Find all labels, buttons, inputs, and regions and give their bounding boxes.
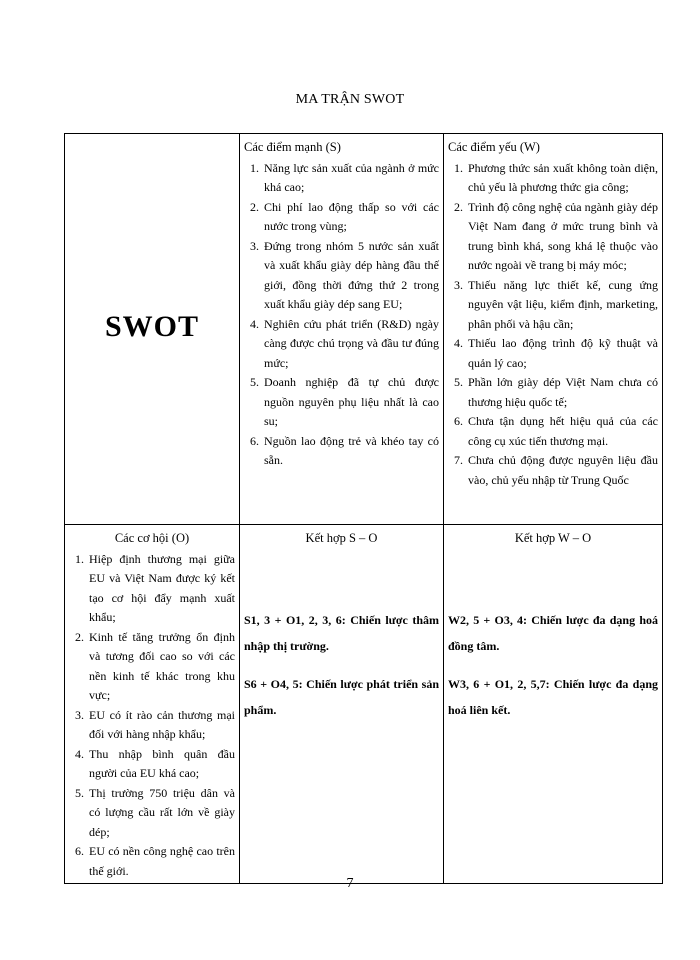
list-item: 2. Kinh tế tăng trưởng ổn định và tương đối cao so với các nền kinh tế khác trong khu vực; bbox=[87, 628, 235, 706]
strengths-heading: Các điểm mạnh (S) bbox=[244, 140, 341, 154]
list-item: 5. Doanh nghiệp đã tự chủ được nguồn nguyên phụ liệu nhất là cao su; bbox=[262, 373, 439, 432]
wo-heading: Kết hợp W – O bbox=[514, 531, 592, 545]
so-strategy-item: S6 + O4, 5: Chiến lược phát triển sản phẩm. bbox=[244, 676, 439, 717]
list-item: 4. Thu nhập bình quân đầu người của EU khá cao; bbox=[87, 745, 235, 784]
list-item: 5. Phần lớn giày dép Việt Nam chưa có thương hiệu quốc tế; bbox=[466, 373, 658, 412]
list-item: 2. Trình độ công nghệ của ngành giày dép Việt Nam đang ở mức trung bình và trung bình khá, song khá lệ thuộc vào nước ngoài về trang bị máy móc; bbox=[466, 198, 658, 276]
wo-strategy-item: W3, 6 + O1, 2, 5,7: Chiến lược đa dạng hoá liên kết. bbox=[448, 676, 658, 717]
opportunities-cell bbox=[65, 525, 240, 884]
strengths-cell bbox=[240, 134, 444, 525]
list-item: 3. Đứng trong nhóm 5 nước sản xuất và xuất khẩu giày dép hàng đầu thế giới, đồng thời đứng thứ 2 trong xuất khẩu giày dép sang EU; bbox=[262, 237, 439, 315]
list-item: 6. EU có nền công nghệ cao trên thế giới. bbox=[87, 842, 235, 881]
list-item: 3. EU có ít rào cản thương mại đối với hàng nhập khẩu; bbox=[87, 706, 235, 745]
weaknesses-list bbox=[448, 159, 658, 491]
list-item: 3. Thiếu năng lực thiết kế, cung ứng nguyên vật liệu, kiểm định, marketing, phân phối và hậu cần; bbox=[466, 276, 658, 335]
swot-label-cell bbox=[65, 134, 240, 525]
page-number: 7 bbox=[346, 876, 354, 891]
wo-strategy-cell bbox=[444, 525, 663, 884]
list-item: 6. Chưa tận dụng hết hiệu quả của các công cụ xúc tiến thương mại. bbox=[466, 412, 658, 451]
so-strategy-cell bbox=[240, 525, 444, 884]
list-item: 2. Chi phí lao động thấp so với các nước trong vùng; bbox=[262, 198, 439, 237]
list-item: 5. Thị trường 750 triệu dân và có lượng cầu rất lớn về giày dép; bbox=[87, 784, 235, 843]
list-item: 1. Phương thức sản xuất không toàn diện, chủ yếu là phương thức gia công; bbox=[466, 159, 658, 198]
so-strategy-item: S1, 3 + O1, 2, 3, 6: Chiến lược thâm nhập thị trường. bbox=[244, 612, 439, 653]
strengths-list bbox=[244, 159, 439, 471]
wo-strategy-item: W2, 5 + O3, 4: Chiến lược đa dạng hoá đồng tâm. bbox=[448, 612, 658, 653]
table-row bbox=[65, 525, 663, 884]
list-item: 6. Nguồn lao động trẻ và khéo tay có sẵn. bbox=[262, 432, 439, 471]
opportunities-heading: Các cơ hội (O) bbox=[114, 531, 190, 545]
list-item: 7. Chưa chủ động được nguyên liệu đầu vào, chủ yếu nhập từ Trung Quốc bbox=[466, 451, 658, 490]
list-item: 1. Năng lực sản xuất của ngành ở mức khá cao; bbox=[262, 159, 439, 198]
page-title: MA TRẬN SWOT bbox=[295, 92, 405, 107]
list-item: 4. Thiếu lao động trình độ kỹ thuật và quản lý cao; bbox=[466, 334, 658, 373]
opportunities-list bbox=[69, 550, 235, 882]
swot-label: SWOT bbox=[104, 310, 200, 344]
so-heading: Kết hợp S – O bbox=[305, 531, 378, 545]
table-row bbox=[65, 134, 663, 525]
list-item: 1. Hiệp định thương mại giữa EU và Việt Nam được ký kết tạo cơ hội đẩy mạnh xuất khẩu; bbox=[87, 550, 235, 628]
weaknesses-cell bbox=[444, 134, 663, 525]
swot-matrix-table bbox=[64, 133, 663, 884]
weaknesses-heading: Các điểm yếu (W) bbox=[448, 140, 540, 154]
list-item: 4. Nghiên cứu phát triển (R&D) ngày càng được chú trọng và đầu tư đúng mức; bbox=[262, 315, 439, 374]
